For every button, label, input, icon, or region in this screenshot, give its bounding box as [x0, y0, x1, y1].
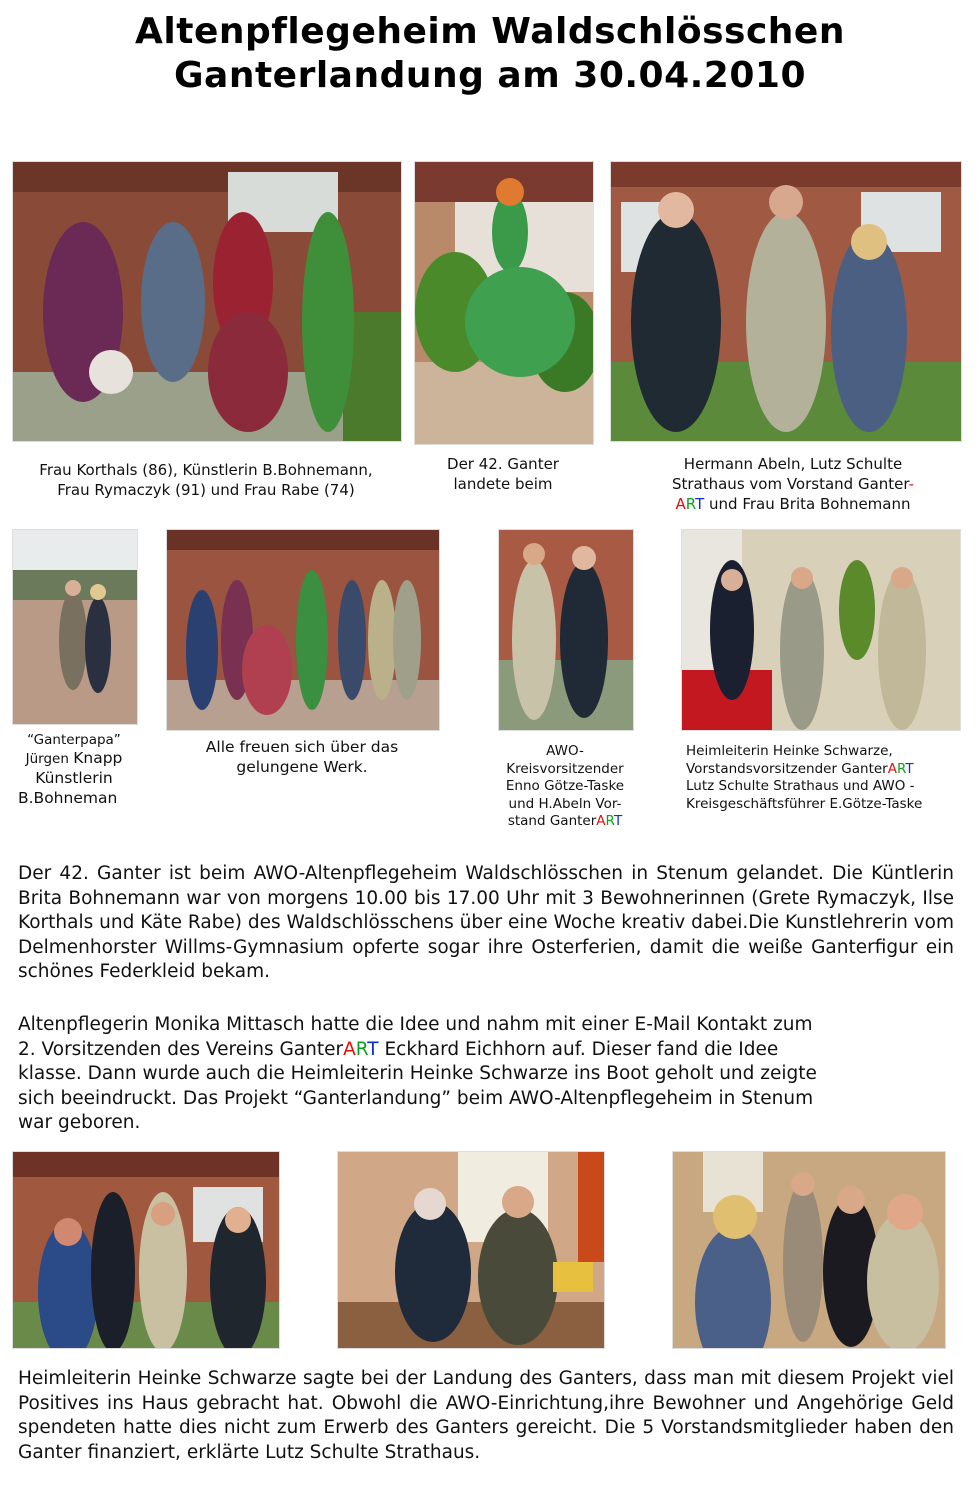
- caption-3-dash: -: [908, 475, 915, 493]
- caption-3-line3: [610, 494, 976, 514]
- paragraph-3: Heimleiterin Heinke Schwarze sagte bei der Landung des Ganters, dass man mit diesem Projekt viel Positives ins Haus gebracht hat. Obwohl die AWO-Einrichtung,ihre Bewohner und Angehörige Geld spendeten hatte dies nicht zum Erwerb des Ganters gereicht. Die 5 Vorstandsmitglieder haben den Ganter finanziert, erklärte Lutz Schulte Strathaus.: [18, 1368, 954, 1463]
- caption-6-line2: Kreisvorsitzender: [506, 760, 624, 777]
- caption-6-line4: und H.Abeln Vor-: [508, 795, 622, 812]
- photo-goose-sculpture: [414, 161, 594, 445]
- caption-2: [410, 454, 596, 494]
- caption-5-line1: Alle freuen sich über das: [205, 738, 399, 756]
- caption-4-line3: Künstlerin: [35, 769, 113, 787]
- caption-3-line2: Strathaus vom Vorstand Ganter-: [671, 475, 915, 493]
- caption-1: [12, 460, 400, 500]
- art-r: R: [355, 1038, 368, 1060]
- caption-6-line5: stand GanterART: [507, 813, 623, 829]
- photo-knapp-bohnemann: [12, 529, 138, 725]
- paragraph-2-line3: klasse. Dann wurde auch die Heimleiterin Heinke Schwarze ins Boot geholt und zeigte: [18, 1063, 817, 1085]
- caption-3-rest: und Frau Brita Bohnemann: [704, 495, 911, 513]
- paragraph-2-line2: 2. Vorsitzenden des Vereins GanterART Eckhard Eichhorn auf. Dieser fand die Idee: [18, 1038, 779, 1060]
- caption-3-line1: Hermann Abeln, Lutz Schulte: [683, 455, 903, 473]
- photo-resident-indoor: [337, 1151, 605, 1349]
- page-title: Altenpflegeheim Waldschlösschen: [135, 11, 845, 52]
- caption-4-line4: B.Bohneman: [18, 789, 118, 807]
- paragraph-2-line5: war geboren.: [18, 1112, 141, 1134]
- caption-6-line3: Enno Götze-Taske: [505, 778, 625, 794]
- art-t: T: [613, 813, 623, 829]
- paragraph-2-line1: Altenpflegerin Monika Mittasch hatte die Idee und nahm mit einer E-Mail Kontakt zum: [18, 1014, 813, 1035]
- caption-2-line2: landete beim: [453, 475, 553, 493]
- art-r: R: [685, 495, 696, 513]
- art-t: T: [695, 495, 705, 513]
- paragraph-2: [18, 1013, 954, 1136]
- art-a: A: [343, 1038, 356, 1060]
- caption-7-line4: Kreisgeschäftsführer E.Götze-Taske: [686, 795, 923, 812]
- photo-goetze-taske-abeln: [498, 529, 634, 731]
- art-a: A: [887, 760, 897, 777]
- caption-2-line1: Der 42. Ganter: [447, 455, 559, 473]
- caption-4-line2: Jürgen Knapp: [25, 748, 123, 767]
- caption-5-line2: gelungene Werk.: [236, 758, 368, 776]
- photo-schwarze-group: [12, 1151, 280, 1349]
- photo-indoor-speeches: [681, 529, 961, 731]
- caption-4: [12, 732, 136, 808]
- art-a: A: [596, 813, 606, 829]
- art-r: R: [897, 760, 906, 777]
- photo-guests-hallway: [672, 1151, 946, 1349]
- photo-group: [166, 529, 440, 731]
- page-subtitle: Ganterlandung am 30.04.2010: [173, 55, 807, 96]
- caption-6-line1: AWO-: [546, 743, 584, 759]
- photo-residents-with-goose: [12, 161, 402, 442]
- caption-1-line2: Frau Rymaczyk (91) und Frau Rabe (74): [57, 481, 355, 499]
- art-r: R: [605, 813, 614, 829]
- caption-1-line1: Frau Korthals (86), Künstlerin B.Bohnemann,: [39, 461, 373, 479]
- caption-7-line2: Vorstandsvorsitzender GanterART: [686, 760, 914, 777]
- caption-7-line3: Lutz Schulte Strathaus und AWO -: [686, 778, 915, 794]
- caption-3: [610, 454, 976, 514]
- photo-abeln-strathaus-bohnemann: [610, 161, 962, 442]
- caption-4-line1: “Ganterpapa”: [27, 732, 121, 748]
- caption-7: [686, 743, 976, 813]
- art-a: A: [675, 495, 686, 513]
- caption-7-line1: Heimleiterin Heinke Schwarze,: [686, 743, 893, 759]
- caption-6: [494, 743, 636, 831]
- paragraph-1: Der 42. Ganter ist beim AWO-Altenpflegeheim Waldschlösschen in Stenum gelandet. Die Küntlerin Brita Bohnemann war von morgens 10.00 bis 17.00 Uhr mit 3 Bewohnerinnen (Grete Rymaczyk, Ilse Korthals und Käte Rabe) des Waldschlösschens über eine Woche kreativ dabei.Die Kunstlehrerin vom Delmenhorster Willms-Gymnasium opferte sogar ihre Osterferien, damit die weiße Ganterfigur ein schönes Federkleid bekam.: [18, 863, 954, 983]
- paragraph-2-line4: sich beeindruckt. Das Projekt “Ganterlandung” beim AWO-Altenpflegeheim in Stenum: [18, 1087, 814, 1109]
- caption-5: [166, 737, 438, 777]
- art-t: T: [367, 1038, 379, 1060]
- art-t: T: [905, 760, 914, 777]
